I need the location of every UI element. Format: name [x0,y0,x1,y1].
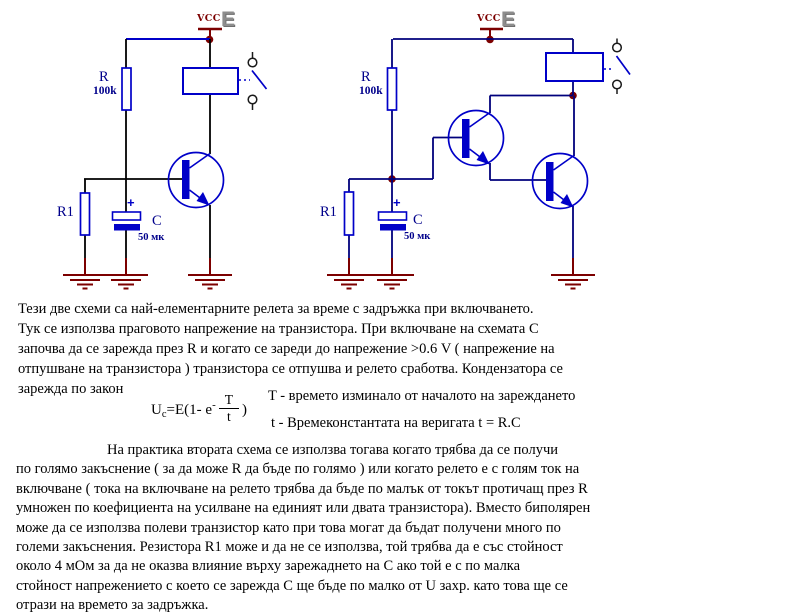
resistor-r-value-2: 100k [359,85,383,97]
capacitor-label-1: C [152,213,162,229]
vcc-label-2: VCC [477,13,501,24]
capacitor-label-2: C [413,212,423,228]
formula-denominator: t [226,409,231,424]
text-line: стойност напрежението с което се зарежда С ще бъде по малко от U захр. като това ще се [16,577,568,594]
formula-numerator: T [219,392,239,409]
resistor-r1-label-2: R1 [320,204,337,220]
capacitor-polarity-2: + [393,195,401,210]
text-line: На практика втората схема се използва тогава когато трябва да се получи [107,442,559,458]
resistor-r-label-2: R [361,69,371,85]
capacitor-value-1: 50 мк [138,232,165,243]
formula-fraction [219,392,239,425]
circuit-1 [63,29,267,289]
capacitor-value-2: 50 мк [404,231,431,242]
text-line: Тук се използва праговото напрежение на транзистора. При включване на схемата С [18,321,539,338]
text-line: големи закъснения. Резистора R1 може и да не се използва, той трябва да е със стойност [16,538,563,555]
resistor-r1-label-1: R1 [57,204,74,220]
text-line: отрази на времето за задръжка. [16,597,209,614]
text-line: започва да се зарежда през R и когато се зареди до напрежение >0.6 V ( напрежение на [18,341,555,358]
text-line: зарежда по закон [18,381,124,398]
relay-coil-2 [546,53,603,81]
capacitor-1 [113,212,141,231]
relay-contacts-2 [604,39,630,95]
supply-e-label-2: E [501,8,516,31]
text-line: около 4 мОм за да не оказва влияние върху зарежаднето на С ако той е с по малка [16,558,521,575]
resistor-R1-2 [345,192,354,235]
paragraph-2 [16,441,590,616]
ground-symbols-1 [63,258,232,289]
resistor-R1-1 [81,193,90,235]
capacitor-2 [379,212,407,231]
relay-coil-1 [183,68,238,94]
relay-contacts-1 [239,52,267,110]
resistor-R-2 [388,68,397,110]
transistor-1 [169,153,224,208]
capacitor-polarity-1: + [127,195,135,210]
resistor-r-label-1: R [99,69,109,85]
text-line: може да се използва полеви транзистор като при това могат да бъдат получени много по [16,519,561,536]
text-line: умножен по коефициента на усилване на единият или двата транзистора). Вместо биполярен [16,500,591,517]
vcc-label-1: VCC [197,13,221,24]
paragraph-1 [18,299,563,399]
formula-e: e [205,402,213,418]
text-line: включване ( тока на включване на релето трябва да бъде по малък от токът протичащ през R [16,480,588,497]
text-line: по голямо закъснение ( за да може R да бъде по голямо ) или когато релето е с голям ток на [16,461,580,478]
legend-t-definition: t - Времеконстантата на веригата t = R.C [271,415,521,431]
text-line: Тези две схеми са най-елементарните релета за време с задръжка при включването. [18,301,534,317]
legend-T-definition: T - времето изминало от началото на зареждането [268,388,576,404]
vcc-symbol-2 [480,29,503,37]
formula-exponent-minus: - [212,399,216,411]
resistor-R-1 [122,68,131,110]
ground-symbols-2 [327,258,595,289]
transistor-2b [533,154,588,209]
formula-close-paren: ) [241,402,247,418]
supply-e-label-1: E [221,8,236,31]
circuit-2 [327,29,630,289]
schematics-canvas [0,0,800,300]
text-line: отпушване на транзистора ) транзистора се отпушва и релето сработва. Кондензатора се [18,361,563,378]
charging-formula [151,392,247,425]
resistor-r-value-1: 100k [93,85,117,97]
formula-sub-c: c [161,409,167,420]
formula-u: U [151,402,162,418]
formula-mid: =E(1- [166,402,206,418]
